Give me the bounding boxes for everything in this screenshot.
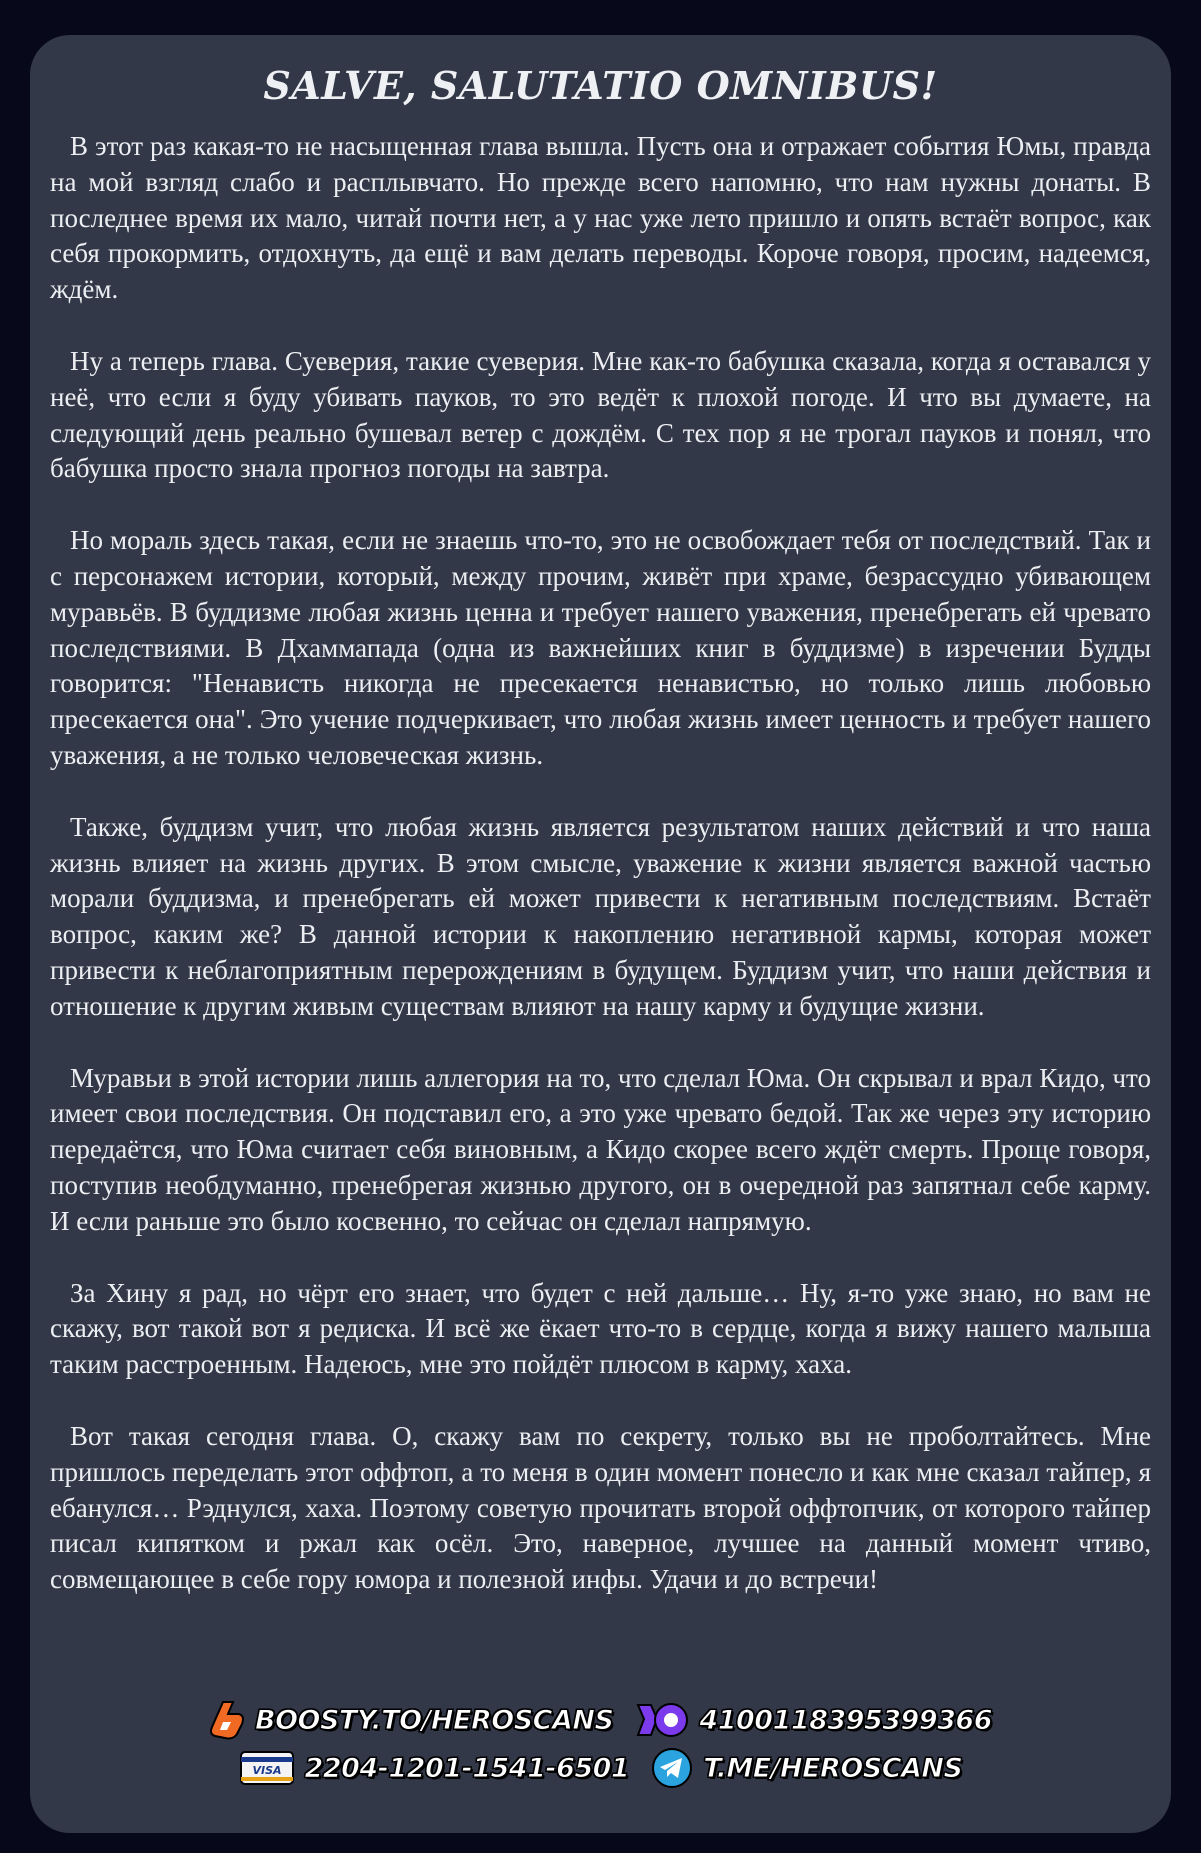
- boosty-url: BOOSTY.TO/HEROSCANS: [255, 1704, 614, 1736]
- visa-card-icon: [239, 1749, 295, 1787]
- page-title: SALVE, SALUTATIO OMNIBUS!: [263, 63, 938, 108]
- paragraph: В этот раз какая-то не насыщенная глава вышла. Пусть она и отражает события Юмы, правда на мой взгляд слабо и расплывчато. Но прежде всего напомню, что нам нужны донаты. В последнее время их мало, читай почти нет, а у нас уже лето пришло и опять встаёт вопрос, как себя прокормить, отдохнуть, да ещё и вам делать переводы. Короче говоря, просим, надеемся, ждём.: [50, 131, 1151, 305]
- visa-card-label: VISA: [251, 1764, 282, 1777]
- footer-row-2: [30, 1745, 1171, 1791]
- paragraph: Вот такая сегодня глава. О, скажу вам по секрету, только вы не проболтайтесь. Мне пришлось переделать этот оффтоп, а то меня в один момент понесло и как мне сказал тайпер, я ебанулся… Рэднулся, хаха. Поэтому советую прочитать второй оффтопчик, от которого тайпер писал кипятком и ржал как осёл. Это, наверное, лучшее на данный момент чтиво, совмещающее в себе гору юмора и полезной инфы. Удачи и до встречи!: [50, 1420, 1151, 1595]
- card-number-text: 2204-1201-1541-6501: [304, 1752, 630, 1784]
- card-number[interactable]: [239, 1749, 630, 1787]
- paragraph: Но мораль здесь такая, если не знаешь что-то, это не освобождает тебя от последствий. Так и с персонажем истории, который, между прочим, живёт при храме, безрассудно убивающем муравьёв. В буддизме любая жизнь ценна и требует нашего уважения, пренебрегать ей чревато последствиями. В Дхаммапада (одна из важнейших книг в буддизме) в изречении Будды говорится: "Ненависть никогда не пресекается ненавистью, но только лишь любовью пресекается она". Это учение подчеркивает, что любая жизнь имеет ценность и требует нашего уважения, а не только человеческая жизнь.: [50, 525, 1151, 770]
- donation-footer: [30, 1697, 1171, 1793]
- telegram-link[interactable]: [651, 1747, 962, 1789]
- telegram-icon: [651, 1747, 693, 1789]
- yoomoney-icon: [635, 1701, 689, 1739]
- yoomoney-link[interactable]: [635, 1701, 992, 1739]
- footer-row-1: [30, 1697, 1171, 1743]
- boosty-link[interactable]: [209, 1700, 613, 1740]
- paragraph: Муравьи в этой истории лишь аллегория на то, что сделал Юма. Он скрывал и врал Кидо, что имеет свои последствия. Он подставил его, а это уже чревато бедой. Так же через эту историю передаётся, что Юма считает себя виновным, а Кидо скорее всего ждёт смерть. Проще говоря, поступив необдуманно, пренебрегая жизнью другого, он в очередной раз запятнал себе карму. И если раньше это было косвенно, то сейчас он сделал напрямую.: [50, 1062, 1151, 1236]
- yoomoney-number: 4100118395399366: [699, 1704, 992, 1736]
- offtopic-card: [30, 35, 1171, 1833]
- paragraph: Ну а теперь глава. Суеверия, такие суеверия. Мне как-то бабушка сказала, когда я оставался у неё, что если я буду убивать пауков, то это ведёт к плохой погоде. И что вы думаете, на следующий день реально бушевал ветер с дождём. С тех пор я не трогал пауков и понял, что бабушка просто знала прогноз погоды на завтра.: [50, 345, 1151, 484]
- telegram-url: T.ME/HEROSCANS: [703, 1752, 963, 1784]
- paragraph: Также, буддизм учит, что любая жизнь является результатом наших действий и что наша жизнь влияет на жизнь других. В этом смысле, уважение к жизни является важной частью морали буддизма, и пренебрегать ей может привести к негативным последствиям. Встаёт вопрос, каким же? В данной истории к накоплению негативной кармы, которая может привести к неблагоприятным перерождениям в будущем. Буддизм учит, что наши действия и отношение к другим живым существам влияют на нашу карму и будущие жизни.: [50, 811, 1151, 1021]
- boosty-icon: [209, 1700, 245, 1740]
- paragraph: За Хину я рад, но чёрт его знает, что будет с ней дальше… Ну, я-то уже знаю, но вам не скажу, вот такой вот я редиска. И всё же ёкает что-то в сердце, когда я вижу нашего малыша таким расстроенным. Надеюсь, мне это пойдёт плюсом в карму, хаха.: [50, 1277, 1151, 1380]
